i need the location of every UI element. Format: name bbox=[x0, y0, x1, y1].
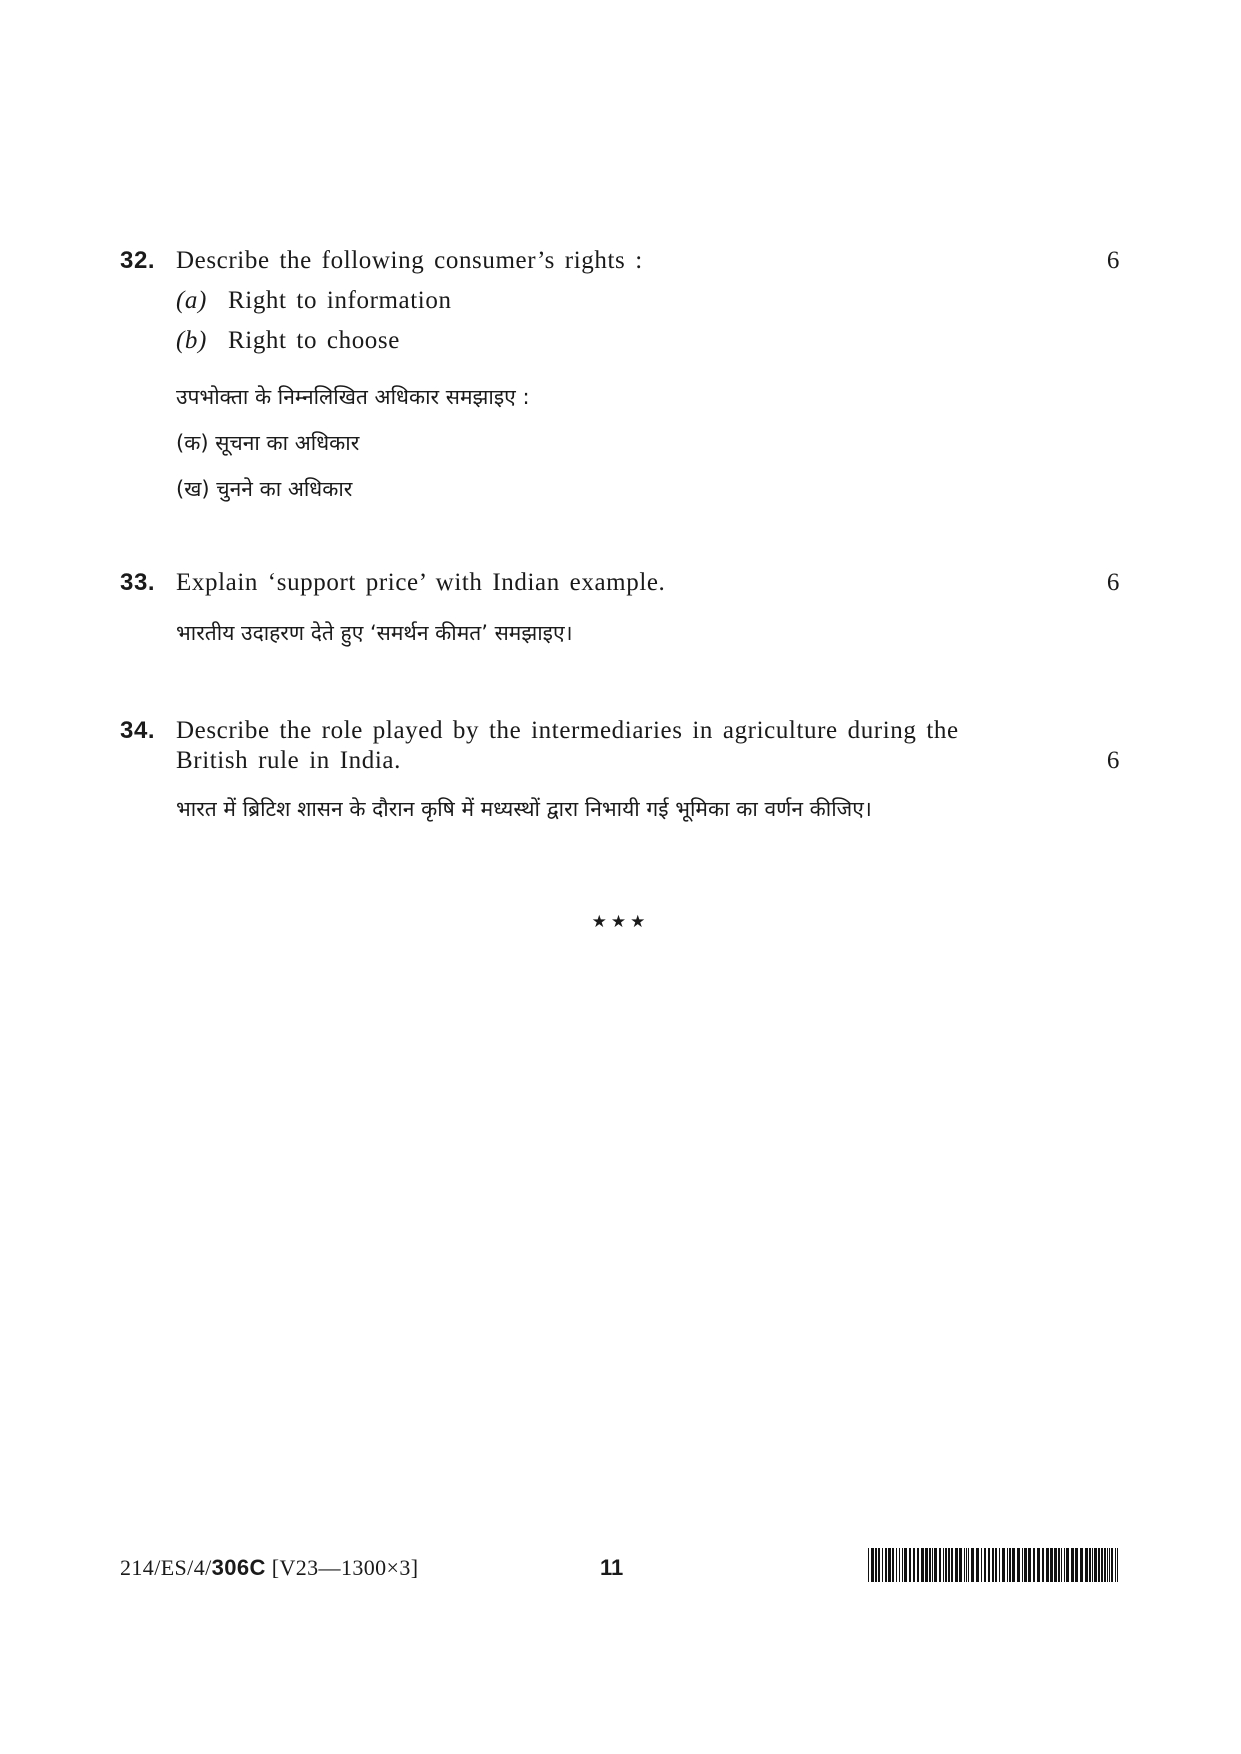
paper-code-suffix: [V23—1300×3] bbox=[265, 1555, 419, 1580]
hindi-sub-part-text: सूचना का अधिकार bbox=[215, 431, 360, 455]
barcode-bar bbox=[951, 1548, 953, 1582]
barcode-bar bbox=[871, 1548, 874, 1582]
barcode-bar bbox=[1104, 1548, 1106, 1582]
barcode-bar bbox=[959, 1548, 962, 1582]
barcode-bar bbox=[971, 1548, 974, 1582]
barcode-bar bbox=[929, 1548, 931, 1582]
barcode-bar bbox=[981, 1548, 982, 1582]
barcode-bar bbox=[955, 1548, 958, 1582]
question-32 bbox=[120, 246, 1120, 504]
question-number: 33. bbox=[120, 569, 156, 596]
barcode-bar bbox=[939, 1548, 941, 1582]
barcode-bar bbox=[913, 1548, 915, 1582]
barcode-bar bbox=[1092, 1548, 1093, 1582]
sub-part-text: Right to information bbox=[228, 287, 452, 314]
question-text-line-1: Describe the role played by the intermediaries in agriculture during the bbox=[176, 717, 959, 744]
barcode-bar bbox=[943, 1548, 944, 1582]
barcode-bar bbox=[1101, 1548, 1103, 1582]
sub-part-a bbox=[176, 286, 1120, 316]
barcode-bar bbox=[892, 1548, 894, 1582]
hindi-sub-part-label: (ख) bbox=[176, 477, 210, 501]
hindi-question-text: भारत में ब्रिटिश शासन के दौरान कृषि में मध्यस्थों द्वारा निभायी गई भूमिका का वर्णन कीजिए। bbox=[176, 797, 872, 821]
barcode-bar bbox=[888, 1548, 891, 1582]
question-number: 34. bbox=[120, 717, 156, 744]
barcode-bar bbox=[896, 1548, 897, 1582]
barcode-bar bbox=[995, 1548, 997, 1582]
question-32-line bbox=[120, 246, 1120, 276]
sub-part-label: (a) bbox=[176, 287, 207, 314]
question-text-line-2: British rule in India. bbox=[176, 747, 401, 774]
barcode-bar bbox=[1109, 1548, 1110, 1582]
question-34-line-1 bbox=[120, 716, 1120, 746]
page-number: 11 bbox=[600, 1555, 624, 1580]
barcode-bar bbox=[885, 1548, 887, 1582]
barcode-bar bbox=[1080, 1548, 1083, 1582]
barcode-bar bbox=[966, 1548, 967, 1582]
sub-part-b bbox=[176, 326, 1120, 356]
sub-part-label: (b) bbox=[176, 327, 207, 354]
paper-code-bold: 306C bbox=[211, 1555, 266, 1580]
question-marks: 6 bbox=[1106, 747, 1120, 774]
barcode-bar bbox=[999, 1548, 1000, 1582]
barcode-bar bbox=[1111, 1548, 1113, 1582]
barcode-bar bbox=[875, 1548, 877, 1582]
barcode-bar bbox=[945, 1548, 947, 1582]
barcode-bar bbox=[1089, 1548, 1091, 1582]
barcode-bar bbox=[925, 1548, 928, 1582]
barcode-bar bbox=[1064, 1548, 1065, 1582]
barcode-bar bbox=[1017, 1548, 1020, 1582]
paper-code-prefix: 214/ES/4/ bbox=[120, 1555, 212, 1580]
barcode-bar bbox=[1066, 1548, 1069, 1582]
barcode-bar bbox=[1046, 1548, 1049, 1582]
barcode-bar bbox=[1071, 1548, 1074, 1582]
barcode-bar bbox=[902, 1548, 903, 1582]
barcode-bar bbox=[992, 1548, 994, 1582]
barcode-bar bbox=[1033, 1548, 1035, 1582]
barcode-bar bbox=[948, 1548, 950, 1582]
question-33-line bbox=[120, 568, 1120, 598]
barcode-bar bbox=[964, 1548, 965, 1582]
barcode-bar bbox=[1094, 1548, 1097, 1582]
question-text: Describe the following consumer’s rights : bbox=[176, 247, 643, 274]
barcode-bar bbox=[976, 1548, 979, 1582]
question-number: 32. bbox=[120, 247, 156, 274]
hindi-sub-part-kha bbox=[176, 474, 1120, 504]
question-34 bbox=[120, 716, 1120, 824]
barcode-bar bbox=[1061, 1548, 1062, 1582]
barcode-bar bbox=[934, 1548, 937, 1582]
barcode-bar bbox=[917, 1548, 919, 1582]
barcode-bar bbox=[1117, 1548, 1118, 1582]
barcode-bar bbox=[1002, 1548, 1005, 1582]
hindi-question-text: उपभोक्ता के निम्नलिखित अधिकार समझाइए : bbox=[176, 385, 530, 409]
barcode-bar bbox=[1012, 1548, 1015, 1582]
question-marks: 6 bbox=[1106, 569, 1120, 596]
paper-code bbox=[120, 1555, 418, 1581]
question-33 bbox=[120, 568, 1120, 648]
barcode-bar bbox=[1054, 1548, 1057, 1582]
barcode-bar bbox=[1028, 1548, 1031, 1582]
barcode-bar bbox=[1075, 1548, 1078, 1582]
hindi-sub-part-text: चुनने का अधिकार bbox=[216, 477, 353, 501]
barcode-bar bbox=[1037, 1548, 1040, 1582]
barcode-icon bbox=[868, 1548, 1120, 1582]
barcode-bar bbox=[882, 1548, 883, 1582]
question-text: Explain ‘support price’ with Indian example. bbox=[176, 569, 666, 596]
barcode-bar bbox=[988, 1548, 990, 1582]
hindi-question-text: भारतीय उदाहरण देते हुए ‘समर्थन कीमत’ समझाइए। bbox=[176, 621, 573, 645]
barcode-bar bbox=[904, 1548, 907, 1582]
hindi-sub-part-label: (क) bbox=[176, 431, 209, 455]
barcode-bar bbox=[984, 1548, 986, 1582]
barcode-bar bbox=[909, 1548, 911, 1582]
barcode-bar bbox=[1107, 1548, 1108, 1582]
barcode-bar bbox=[1024, 1548, 1027, 1582]
barcode-bar bbox=[1098, 1548, 1100, 1582]
question-34-line-2 bbox=[120, 746, 1120, 776]
question-marks: 6 bbox=[1106, 247, 1120, 274]
barcode-bar bbox=[1042, 1548, 1044, 1582]
end-marker: ★★★ bbox=[591, 912, 650, 932]
sub-part-text: Right to choose bbox=[228, 327, 400, 354]
barcode-bar bbox=[899, 1548, 900, 1582]
barcode-bar bbox=[1022, 1548, 1023, 1582]
barcode-bar bbox=[968, 1548, 969, 1582]
barcode-bar bbox=[1115, 1548, 1116, 1582]
barcode-bar bbox=[868, 1548, 869, 1582]
barcode-bar bbox=[1085, 1548, 1088, 1582]
barcode-bar bbox=[921, 1548, 924, 1582]
barcode-bar bbox=[932, 1548, 933, 1582]
barcode-bar bbox=[1007, 1548, 1008, 1582]
barcode-bar bbox=[1050, 1548, 1053, 1582]
barcode-bar bbox=[878, 1548, 880, 1582]
hindi-sub-part-ka bbox=[176, 428, 1120, 458]
barcode-bar bbox=[1009, 1548, 1011, 1582]
barcode-bar bbox=[1058, 1548, 1060, 1582]
